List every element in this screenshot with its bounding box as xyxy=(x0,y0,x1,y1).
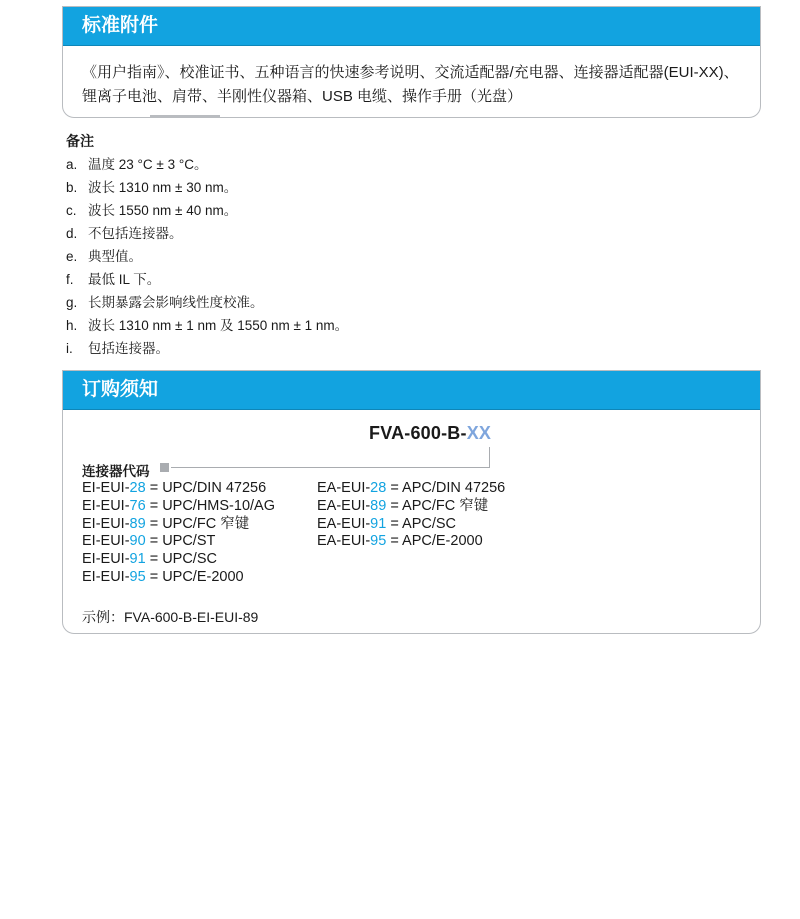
connector-code-row xyxy=(317,498,505,516)
note-letter: d. xyxy=(66,226,78,241)
code-number: 76 xyxy=(129,497,146,514)
code-number: 91 xyxy=(129,551,146,568)
panel-divider-mark xyxy=(150,115,220,117)
note-item xyxy=(66,222,726,245)
code-number: 90 xyxy=(129,533,146,550)
connector-code-row xyxy=(82,551,275,569)
code-prefix: EI-EUI- xyxy=(82,480,130,496)
connector-code-title: 连接器代码 xyxy=(82,464,150,479)
note-text: 包括连接器。 xyxy=(88,341,169,356)
connector-code-row xyxy=(317,516,505,534)
note-letter: a. xyxy=(66,157,78,172)
ordering-heading: 订购须知 xyxy=(63,371,760,409)
code-prefix: EI-EUI- xyxy=(82,515,130,532)
accessories-panel xyxy=(62,6,761,118)
accessories-heading: 标准附件 xyxy=(63,7,760,45)
code-description: = UPC/FC 窄键 xyxy=(145,515,250,532)
note-text: 最低 IL 下。 xyxy=(88,272,161,287)
connector-code-row xyxy=(317,533,505,551)
connector-code-row xyxy=(82,480,275,498)
code-number: 28 xyxy=(370,480,387,496)
code-prefix: EI-EUI- xyxy=(82,533,130,550)
connector-code-row xyxy=(317,480,505,498)
connector-code-row xyxy=(82,569,275,587)
note-text: 波长 1310 nm ± 30 nm。 xyxy=(88,180,238,195)
order-example: 示例：FVA-600-B-EI-EUI-89 xyxy=(82,609,259,625)
model-number xyxy=(369,423,491,444)
model-suffix: XX xyxy=(466,423,492,443)
accessories-text: 《用户指南》、校准证书、五种语言的快速参考说明、交流适配器/充电器、连接器适配器(EUI-XX)、锂离子电池、肩带、半刚性仪器箱、USB 电缆、操作手册（光盘） xyxy=(82,64,739,105)
note-item xyxy=(66,337,726,360)
code-description: = UPC/DIN 47256 xyxy=(145,480,267,496)
code-description: = APC/DIN 47256 xyxy=(386,480,506,496)
note-item xyxy=(66,199,726,222)
note-letter: b. xyxy=(66,180,78,195)
code-description: = UPC/SC xyxy=(145,551,217,568)
code-prefix: EI-EUI- xyxy=(82,568,130,585)
code-number: 28 xyxy=(129,480,146,496)
code-prefix: EA-EUI- xyxy=(317,533,371,550)
connector-codes-upc xyxy=(82,480,275,587)
note-letter: g. xyxy=(66,295,78,310)
code-number: 89 xyxy=(129,515,146,532)
note-text: 波长 1550 nm ± 40 nm。 xyxy=(88,203,238,218)
note-text: 波长 1310 nm ± 1 nm 及 1550 nm ± 1 nm。 xyxy=(88,318,349,333)
note-letter: h. xyxy=(66,318,78,333)
connector-code-row xyxy=(82,498,275,516)
connector-leader-horizontal xyxy=(171,467,489,468)
notes-list xyxy=(66,153,726,360)
note-text: 典型值。 xyxy=(88,249,142,264)
note-item xyxy=(66,176,726,199)
connector-codes-apc xyxy=(317,480,505,551)
code-description: = UPC/HMS-10/AG xyxy=(145,497,275,514)
code-number: 89 xyxy=(370,497,387,514)
code-number: 95 xyxy=(129,568,146,585)
note-letter: f. xyxy=(66,272,74,287)
note-item xyxy=(66,314,726,337)
code-number: 95 xyxy=(370,533,387,550)
note-letter: e. xyxy=(66,249,78,264)
code-description: = APC/SC xyxy=(386,515,457,532)
ordering-panel xyxy=(62,370,761,634)
code-number: 91 xyxy=(370,515,387,532)
code-description: = UPC/E-2000 xyxy=(145,568,244,585)
code-prefix: EA-EUI- xyxy=(317,515,371,532)
note-item xyxy=(66,153,726,176)
code-description: = UPC/ST xyxy=(145,533,216,550)
note-item xyxy=(66,268,726,291)
note-item xyxy=(66,245,726,268)
connector-leader-vertical xyxy=(489,447,490,468)
note-text: 长期暴露会影响线性度校准。 xyxy=(88,295,264,310)
connector-code-row xyxy=(82,516,275,534)
note-letter: i. xyxy=(66,341,73,356)
connector-code-row xyxy=(82,533,275,551)
code-prefix: EI-EUI- xyxy=(82,497,130,514)
code-description: = APC/FC 窄键 xyxy=(386,497,489,514)
code-prefix: EI-EUI- xyxy=(82,551,130,568)
note-letter: c. xyxy=(66,203,77,218)
code-prefix: EA-EUI- xyxy=(317,497,371,514)
notes-section xyxy=(66,130,726,360)
note-item xyxy=(66,291,726,314)
code-description: = APC/E-2000 xyxy=(386,533,483,550)
code-prefix: EA-EUI- xyxy=(317,480,371,496)
model-prefix: FVA-600-B- xyxy=(369,423,467,443)
note-text: 温度 23 °C ± 3 °C。 xyxy=(88,157,208,172)
note-text: 不包括连接器。 xyxy=(88,226,183,241)
connector-leader-marker xyxy=(160,463,169,472)
notes-title: 备注 xyxy=(66,133,94,149)
